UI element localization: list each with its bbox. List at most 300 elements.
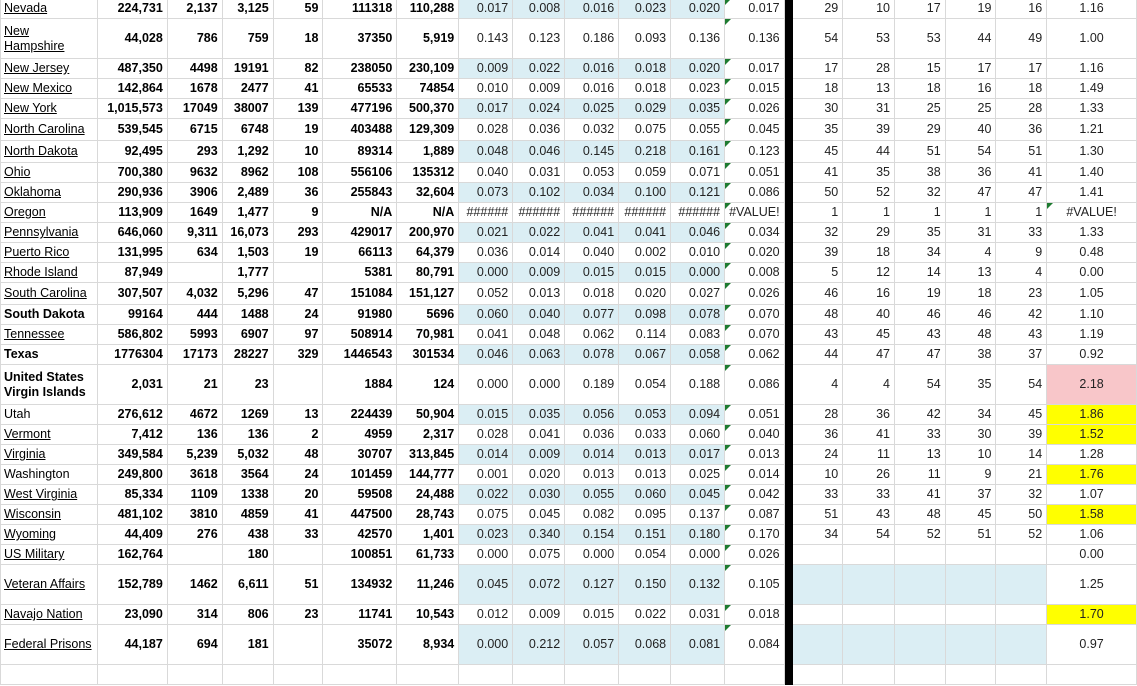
rank-cell[interactable]: 50 bbox=[792, 183, 843, 203]
average-cell[interactable] bbox=[725, 79, 785, 99]
rank-cell[interactable] bbox=[996, 605, 1047, 625]
empty-cell[interactable] bbox=[1, 665, 98, 685]
rate-cell[interactable]: 0.014 bbox=[513, 243, 565, 263]
value-cell[interactable]: 151084 bbox=[323, 283, 397, 305]
empty-cell[interactable] bbox=[725, 665, 785, 685]
value-cell[interactable] bbox=[273, 263, 323, 283]
rate-cell[interactable]: 0.033 bbox=[619, 425, 671, 445]
rate-cell[interactable]: 0.093 bbox=[619, 19, 671, 59]
rank-cell[interactable]: 36 bbox=[945, 163, 996, 183]
empty-cell[interactable] bbox=[397, 665, 459, 685]
score-cell[interactable] bbox=[1047, 19, 1137, 59]
value-cell[interactable]: 477196 bbox=[323, 99, 397, 119]
rate-cell[interactable]: 0.041 bbox=[513, 425, 565, 445]
average-cell[interactable] bbox=[725, 263, 785, 283]
value-cell[interactable]: 8962 bbox=[222, 163, 273, 183]
rank-cell[interactable]: 17 bbox=[792, 59, 843, 79]
rate-cell[interactable]: 0.010 bbox=[671, 243, 725, 263]
value-cell[interactable]: 3810 bbox=[167, 505, 222, 525]
empty-cell[interactable] bbox=[167, 665, 222, 685]
average-cell[interactable] bbox=[725, 505, 785, 525]
rank-cell[interactable]: 16 bbox=[945, 79, 996, 99]
row-name-cell[interactable] bbox=[1, 0, 98, 19]
rank-cell[interactable]: 43 bbox=[996, 325, 1047, 345]
row-name-cell[interactable] bbox=[1, 525, 98, 545]
row-name-link[interactable]: New Mexico bbox=[4, 81, 73, 95]
value-cell[interactable]: 6,611 bbox=[222, 565, 273, 605]
rate-cell[interactable]: 0.027 bbox=[671, 283, 725, 305]
rate-cell[interactable]: 0.188 bbox=[671, 365, 725, 405]
rank-cell[interactable]: 34 bbox=[945, 405, 996, 425]
value-cell[interactable]: 1884 bbox=[323, 365, 397, 405]
value-cell[interactable]: 19191 bbox=[222, 59, 273, 79]
value-cell[interactable]: 131,995 bbox=[97, 243, 167, 263]
value-cell[interactable]: 1,503 bbox=[222, 243, 273, 263]
rank-cell[interactable]: 10 bbox=[843, 0, 895, 19]
rank-cell[interactable]: 25 bbox=[894, 99, 945, 119]
rate-cell[interactable]: 0.150 bbox=[619, 565, 671, 605]
value-cell[interactable]: 44,409 bbox=[97, 525, 167, 545]
rate-cell[interactable]: 0.046 bbox=[459, 345, 513, 365]
rate-cell[interactable]: 0.022 bbox=[513, 59, 565, 79]
value-cell[interactable]: 429017 bbox=[323, 223, 397, 243]
value-cell[interactable]: 1338 bbox=[222, 485, 273, 505]
value-cell[interactable]: 5,919 bbox=[397, 19, 459, 59]
score-cell[interactable] bbox=[1047, 99, 1137, 119]
empty-cell[interactable] bbox=[459, 665, 513, 685]
rank-cell[interactable]: 28 bbox=[792, 405, 843, 425]
rank-cell[interactable]: 19 bbox=[945, 0, 996, 19]
rank-cell[interactable]: 18 bbox=[996, 79, 1047, 99]
rank-cell[interactable]: 53 bbox=[843, 19, 895, 59]
rank-cell[interactable]: 30 bbox=[945, 425, 996, 445]
row-name-cell[interactable] bbox=[1, 485, 98, 505]
value-cell[interactable]: 19 bbox=[273, 243, 323, 263]
value-cell[interactable]: 2,137 bbox=[167, 0, 222, 19]
rank-cell[interactable]: 45 bbox=[843, 325, 895, 345]
row-name-link[interactable]: New Jersey bbox=[4, 61, 70, 75]
value-cell[interactable]: 1678 bbox=[167, 79, 222, 99]
rate-cell[interactable]: 0.002 bbox=[619, 243, 671, 263]
value-cell[interactable]: 3618 bbox=[167, 465, 222, 485]
rank-cell[interactable]: 33 bbox=[792, 485, 843, 505]
average-cell[interactable] bbox=[725, 625, 785, 665]
value-cell[interactable]: 447500 bbox=[323, 505, 397, 525]
row-name-cell[interactable] bbox=[1, 263, 98, 283]
rate-cell[interactable]: 0.054 bbox=[619, 545, 671, 565]
rate-cell[interactable]: 0.060 bbox=[671, 425, 725, 445]
empty-cell[interactable] bbox=[894, 665, 945, 685]
value-cell[interactable] bbox=[273, 625, 323, 665]
rank-cell[interactable]: 36 bbox=[792, 425, 843, 445]
rank-cell[interactable]: 1 bbox=[894, 203, 945, 223]
row-name-link[interactable]: Tennessee bbox=[4, 327, 65, 341]
rank-cell[interactable]: 17 bbox=[996, 59, 1047, 79]
score-cell[interactable] bbox=[1047, 305, 1137, 325]
value-cell[interactable]: 444 bbox=[167, 305, 222, 325]
value-cell[interactable]: 28227 bbox=[222, 345, 273, 365]
rank-cell[interactable]: 51 bbox=[945, 525, 996, 545]
rate-cell[interactable]: 0.123 bbox=[513, 19, 565, 59]
row-name-cell[interactable] bbox=[1, 545, 98, 565]
rate-cell[interactable]: 0.000 bbox=[671, 545, 725, 565]
rate-cell[interactable]: 0.127 bbox=[565, 565, 619, 605]
rate-cell[interactable]: 0.016 bbox=[565, 79, 619, 99]
value-cell[interactable]: 162,764 bbox=[97, 545, 167, 565]
rate-cell[interactable]: 0.013 bbox=[513, 283, 565, 305]
rank-cell[interactable]: 18 bbox=[894, 79, 945, 99]
rate-cell[interactable]: 0.121 bbox=[671, 183, 725, 203]
rank-cell[interactable]: 18 bbox=[843, 243, 895, 263]
value-cell[interactable]: 6748 bbox=[222, 119, 273, 141]
value-cell[interactable]: 329 bbox=[273, 345, 323, 365]
rate-cell[interactable]: 0.000 bbox=[459, 545, 513, 565]
row-name-cell[interactable] bbox=[1, 99, 98, 119]
value-cell[interactable]: 5381 bbox=[323, 263, 397, 283]
rate-cell[interactable]: 0.013 bbox=[619, 445, 671, 465]
value-cell[interactable]: 33 bbox=[273, 525, 323, 545]
rank-cell[interactable]: 21 bbox=[996, 465, 1047, 485]
average-cell[interactable] bbox=[725, 485, 785, 505]
value-cell[interactable]: 4672 bbox=[167, 405, 222, 425]
score-cell[interactable] bbox=[1047, 243, 1137, 263]
rate-cell[interactable]: 0.212 bbox=[513, 625, 565, 665]
value-cell[interactable]: 634 bbox=[167, 243, 222, 263]
value-cell[interactable]: 556106 bbox=[323, 163, 397, 183]
value-cell[interactable]: 139 bbox=[273, 99, 323, 119]
empty-cell[interactable] bbox=[996, 665, 1047, 685]
average-cell[interactable] bbox=[725, 243, 785, 263]
row-name-link[interactable]: South Carolina bbox=[4, 286, 87, 300]
average-cell[interactable] bbox=[725, 545, 785, 565]
value-cell[interactable]: 1488 bbox=[222, 305, 273, 325]
rank-cell[interactable] bbox=[996, 545, 1047, 565]
value-cell[interactable]: 694 bbox=[167, 625, 222, 665]
rate-cell[interactable]: 0.048 bbox=[513, 325, 565, 345]
rate-cell[interactable]: 0.025 bbox=[671, 465, 725, 485]
rank-cell[interactable] bbox=[894, 565, 945, 605]
value-cell[interactable]: 18 bbox=[273, 19, 323, 59]
rank-cell[interactable]: 35 bbox=[792, 119, 843, 141]
score-cell[interactable] bbox=[1047, 59, 1137, 79]
row-name-cell[interactable] bbox=[1, 345, 98, 365]
average-cell[interactable] bbox=[725, 19, 785, 59]
value-cell[interactable]: 47 bbox=[273, 283, 323, 305]
row-name-link[interactable]: Puerto Rico bbox=[4, 245, 70, 259]
value-cell[interactable]: 108 bbox=[273, 163, 323, 183]
rate-cell[interactable]: ###### bbox=[459, 203, 513, 223]
rank-cell[interactable]: 11 bbox=[843, 445, 895, 465]
value-cell[interactable]: 6907 bbox=[222, 325, 273, 345]
rate-cell[interactable]: 0.000 bbox=[671, 263, 725, 283]
value-cell[interactable]: 23,090 bbox=[97, 605, 167, 625]
rate-cell[interactable]: 0.020 bbox=[671, 0, 725, 19]
rank-cell[interactable] bbox=[894, 545, 945, 565]
rank-cell[interactable]: 54 bbox=[843, 525, 895, 545]
rate-cell[interactable]: 0.053 bbox=[619, 405, 671, 425]
rate-cell[interactable]: 0.016 bbox=[565, 0, 619, 19]
score-cell[interactable] bbox=[1047, 465, 1137, 485]
score-cell[interactable] bbox=[1047, 405, 1137, 425]
value-cell[interactable]: 2,489 bbox=[222, 183, 273, 203]
rate-cell[interactable]: 0.022 bbox=[619, 605, 671, 625]
row-name-link[interactable]: Virginia bbox=[4, 447, 46, 461]
average-cell[interactable] bbox=[725, 605, 785, 625]
rate-cell[interactable]: 0.009 bbox=[459, 59, 513, 79]
rate-cell[interactable]: 0.000 bbox=[459, 625, 513, 665]
average-cell[interactable] bbox=[725, 59, 785, 79]
empty-cell[interactable] bbox=[97, 665, 167, 685]
rate-cell[interactable]: 0.009 bbox=[513, 445, 565, 465]
rank-cell[interactable]: 48 bbox=[792, 305, 843, 325]
rank-cell[interactable] bbox=[792, 625, 843, 665]
score-cell[interactable] bbox=[1047, 0, 1137, 19]
rank-cell[interactable]: 37 bbox=[996, 345, 1047, 365]
row-name-cell[interactable] bbox=[1, 505, 98, 525]
value-cell[interactable]: 142,864 bbox=[97, 79, 167, 99]
value-cell[interactable]: 481,102 bbox=[97, 505, 167, 525]
empty-cell[interactable] bbox=[565, 665, 619, 685]
value-cell[interactable]: 786 bbox=[167, 19, 222, 59]
rank-cell[interactable]: 1 bbox=[843, 203, 895, 223]
row-name-link[interactable]: US Military bbox=[4, 547, 65, 561]
rank-cell[interactable]: 29 bbox=[843, 223, 895, 243]
rate-cell[interactable]: 0.077 bbox=[565, 305, 619, 325]
average-cell[interactable] bbox=[725, 119, 785, 141]
rank-cell[interactable]: 54 bbox=[996, 365, 1047, 405]
value-cell[interactable]: 290,936 bbox=[97, 183, 167, 203]
empty-cell[interactable] bbox=[945, 665, 996, 685]
rank-cell[interactable]: 18 bbox=[792, 79, 843, 99]
rank-cell[interactable]: 41 bbox=[894, 485, 945, 505]
row-name-cell[interactable] bbox=[1, 283, 98, 305]
rank-cell[interactable]: 34 bbox=[894, 243, 945, 263]
rate-cell[interactable]: 0.018 bbox=[565, 283, 619, 305]
value-cell[interactable]: 11741 bbox=[323, 605, 397, 625]
value-cell[interactable]: 3564 bbox=[222, 465, 273, 485]
value-cell[interactable]: 1,777 bbox=[222, 263, 273, 283]
value-cell[interactable]: 1,477 bbox=[222, 203, 273, 223]
rank-cell[interactable]: 45 bbox=[792, 141, 843, 163]
value-cell[interactable]: 230,109 bbox=[397, 59, 459, 79]
rate-cell[interactable]: 0.059 bbox=[619, 163, 671, 183]
rank-cell[interactable]: 35 bbox=[945, 365, 996, 405]
rank-cell[interactable]: 33 bbox=[996, 223, 1047, 243]
value-cell[interactable]: 100851 bbox=[323, 545, 397, 565]
score-cell[interactable] bbox=[1047, 203, 1137, 223]
rank-cell[interactable]: 53 bbox=[894, 19, 945, 59]
rank-cell[interactable]: 29 bbox=[894, 119, 945, 141]
rank-cell[interactable]: 10 bbox=[945, 445, 996, 465]
value-cell[interactable]: 111318 bbox=[323, 0, 397, 19]
rate-cell[interactable]: 0.017 bbox=[459, 0, 513, 19]
value-cell[interactable]: 32,604 bbox=[397, 183, 459, 203]
rank-cell[interactable] bbox=[945, 565, 996, 605]
rate-cell[interactable]: 0.029 bbox=[619, 99, 671, 119]
score-cell[interactable] bbox=[1047, 445, 1137, 465]
rank-cell[interactable]: 46 bbox=[945, 305, 996, 325]
row-name-link[interactable]: New Hampshire bbox=[4, 23, 65, 53]
rate-cell[interactable]: 0.023 bbox=[459, 525, 513, 545]
rate-cell[interactable]: 0.137 bbox=[671, 505, 725, 525]
rank-cell[interactable]: 1 bbox=[996, 203, 1047, 223]
value-cell[interactable]: 2,317 bbox=[397, 425, 459, 445]
value-cell[interactable]: 293 bbox=[273, 223, 323, 243]
value-cell[interactable]: 500,370 bbox=[397, 99, 459, 119]
value-cell[interactable]: 301534 bbox=[397, 345, 459, 365]
rank-cell[interactable]: 32 bbox=[792, 223, 843, 243]
value-cell[interactable]: 50,904 bbox=[397, 405, 459, 425]
rank-cell[interactable]: 52 bbox=[996, 525, 1047, 545]
rate-cell[interactable]: 0.015 bbox=[459, 405, 513, 425]
value-cell[interactable]: 806 bbox=[222, 605, 273, 625]
rate-cell[interactable]: 0.015 bbox=[565, 263, 619, 283]
rank-cell[interactable]: 5 bbox=[792, 263, 843, 283]
value-cell[interactable]: 113,909 bbox=[97, 203, 167, 223]
rank-cell[interactable] bbox=[843, 545, 895, 565]
value-cell[interactable]: 349,584 bbox=[97, 445, 167, 465]
rate-cell[interactable]: 0.014 bbox=[565, 445, 619, 465]
value-cell[interactable]: 9 bbox=[273, 203, 323, 223]
rank-cell[interactable]: 13 bbox=[945, 263, 996, 283]
row-name-cell[interactable] bbox=[1, 465, 98, 485]
rate-cell[interactable]: 0.075 bbox=[513, 545, 565, 565]
rank-cell[interactable]: 43 bbox=[894, 325, 945, 345]
score-cell[interactable] bbox=[1047, 263, 1137, 283]
rank-cell[interactable]: 42 bbox=[894, 405, 945, 425]
value-cell[interactable]: 7,412 bbox=[97, 425, 167, 445]
value-cell[interactable]: 59508 bbox=[323, 485, 397, 505]
rank-cell[interactable]: 47 bbox=[843, 345, 895, 365]
score-cell[interactable] bbox=[1047, 425, 1137, 445]
value-cell[interactable]: 1269 bbox=[222, 405, 273, 425]
rate-cell[interactable]: 0.028 bbox=[459, 119, 513, 141]
rate-cell[interactable]: 0.143 bbox=[459, 19, 513, 59]
value-cell[interactable]: 41 bbox=[273, 505, 323, 525]
rank-cell[interactable]: 43 bbox=[792, 325, 843, 345]
rank-cell[interactable]: 51 bbox=[996, 141, 1047, 163]
value-cell[interactable]: 3,125 bbox=[222, 0, 273, 19]
rank-cell[interactable]: 34 bbox=[792, 525, 843, 545]
rate-cell[interactable]: 0.020 bbox=[619, 283, 671, 305]
value-cell[interactable]: 44,187 bbox=[97, 625, 167, 665]
rate-cell[interactable]: 0.045 bbox=[459, 565, 513, 605]
value-cell[interactable]: 59 bbox=[273, 0, 323, 19]
rank-cell[interactable]: 39 bbox=[792, 243, 843, 263]
value-cell[interactable]: 181 bbox=[222, 625, 273, 665]
rate-cell[interactable]: 0.017 bbox=[459, 99, 513, 119]
average-cell[interactable] bbox=[725, 565, 785, 605]
row-name-cell[interactable] bbox=[1, 183, 98, 203]
rate-cell[interactable]: 0.055 bbox=[565, 485, 619, 505]
rate-cell[interactable]: 0.010 bbox=[459, 79, 513, 99]
value-cell[interactable]: 5696 bbox=[397, 305, 459, 325]
value-cell[interactable]: 89314 bbox=[323, 141, 397, 163]
rate-cell[interactable]: 0.000 bbox=[459, 263, 513, 283]
rank-cell[interactable]: 4 bbox=[843, 365, 895, 405]
value-cell[interactable]: 136 bbox=[222, 425, 273, 445]
value-cell[interactable]: 438 bbox=[222, 525, 273, 545]
rank-cell[interactable]: 28 bbox=[843, 59, 895, 79]
rank-cell[interactable]: 38 bbox=[945, 345, 996, 365]
value-cell[interactable]: 17049 bbox=[167, 99, 222, 119]
rate-cell[interactable]: 0.046 bbox=[513, 141, 565, 163]
average-cell[interactable] bbox=[725, 163, 785, 183]
rate-cell[interactable]: 0.024 bbox=[513, 99, 565, 119]
value-cell[interactable]: 646,060 bbox=[97, 223, 167, 243]
rank-cell[interactable]: 17 bbox=[945, 59, 996, 79]
value-cell[interactable]: 224,731 bbox=[97, 0, 167, 19]
row-name-link[interactable]: Rhode Island bbox=[4, 265, 78, 279]
rate-cell[interactable]: 0.114 bbox=[619, 325, 671, 345]
rate-cell[interactable]: 0.081 bbox=[671, 625, 725, 665]
rate-cell[interactable]: 0.151 bbox=[619, 525, 671, 545]
rank-cell[interactable]: 49 bbox=[996, 19, 1047, 59]
rank-cell[interactable]: 44 bbox=[945, 19, 996, 59]
value-cell[interactable]: 4,032 bbox=[167, 283, 222, 305]
score-cell[interactable] bbox=[1047, 163, 1137, 183]
rank-cell[interactable]: 47 bbox=[945, 183, 996, 203]
rate-cell[interactable]: 0.036 bbox=[459, 243, 513, 263]
average-cell[interactable] bbox=[725, 99, 785, 119]
rank-cell[interactable]: 9 bbox=[945, 465, 996, 485]
value-cell[interactable]: 41 bbox=[273, 79, 323, 99]
rate-cell[interactable]: 0.340 bbox=[513, 525, 565, 545]
rank-cell[interactable]: 31 bbox=[945, 223, 996, 243]
rank-cell[interactable]: 42 bbox=[996, 305, 1047, 325]
rate-cell[interactable]: 0.052 bbox=[459, 283, 513, 305]
rate-cell[interactable]: 0.068 bbox=[619, 625, 671, 665]
value-cell[interactable]: 13 bbox=[273, 405, 323, 425]
rate-cell[interactable]: 0.063 bbox=[513, 345, 565, 365]
value-cell[interactable]: 36 bbox=[273, 183, 323, 203]
empty-cell[interactable] bbox=[273, 665, 323, 685]
value-cell[interactable]: 110,288 bbox=[397, 0, 459, 19]
rank-cell[interactable]: 45 bbox=[945, 505, 996, 525]
value-cell[interactable]: 759 bbox=[222, 19, 273, 59]
score-cell[interactable] bbox=[1047, 325, 1137, 345]
rate-cell[interactable]: 0.055 bbox=[671, 119, 725, 141]
rate-cell[interactable]: ###### bbox=[565, 203, 619, 223]
rank-cell[interactable]: 37 bbox=[945, 485, 996, 505]
row-name-link[interactable]: Oregon bbox=[4, 205, 46, 219]
rank-cell[interactable]: 52 bbox=[894, 525, 945, 545]
value-cell[interactable]: 11,246 bbox=[397, 565, 459, 605]
value-cell[interactable]: 313,845 bbox=[397, 445, 459, 465]
value-cell[interactable] bbox=[273, 365, 323, 405]
value-cell[interactable]: 16,073 bbox=[222, 223, 273, 243]
row-name-link[interactable]: Veteran Affairs bbox=[4, 577, 86, 591]
average-cell[interactable] bbox=[725, 325, 785, 345]
value-cell[interactable]: 80,791 bbox=[397, 263, 459, 283]
score-cell[interactable] bbox=[1047, 119, 1137, 141]
value-cell[interactable]: 35072 bbox=[323, 625, 397, 665]
rank-cell[interactable]: 33 bbox=[843, 485, 895, 505]
value-cell[interactable]: 276,612 bbox=[97, 405, 167, 425]
rate-cell[interactable]: 0.014 bbox=[459, 445, 513, 465]
value-cell[interactable]: 700,380 bbox=[97, 163, 167, 183]
rate-cell[interactable]: 0.009 bbox=[513, 79, 565, 99]
rate-cell[interactable]: 0.015 bbox=[619, 263, 671, 283]
rank-cell[interactable]: 35 bbox=[894, 223, 945, 243]
average-cell[interactable] bbox=[725, 305, 785, 325]
value-cell[interactable]: 24 bbox=[273, 305, 323, 325]
value-cell[interactable]: 51 bbox=[273, 565, 323, 605]
rate-cell[interactable]: 0.057 bbox=[565, 625, 619, 665]
rank-cell[interactable]: 32 bbox=[894, 183, 945, 203]
empty-cell[interactable] bbox=[792, 665, 843, 685]
value-cell[interactable]: 44,028 bbox=[97, 19, 167, 59]
